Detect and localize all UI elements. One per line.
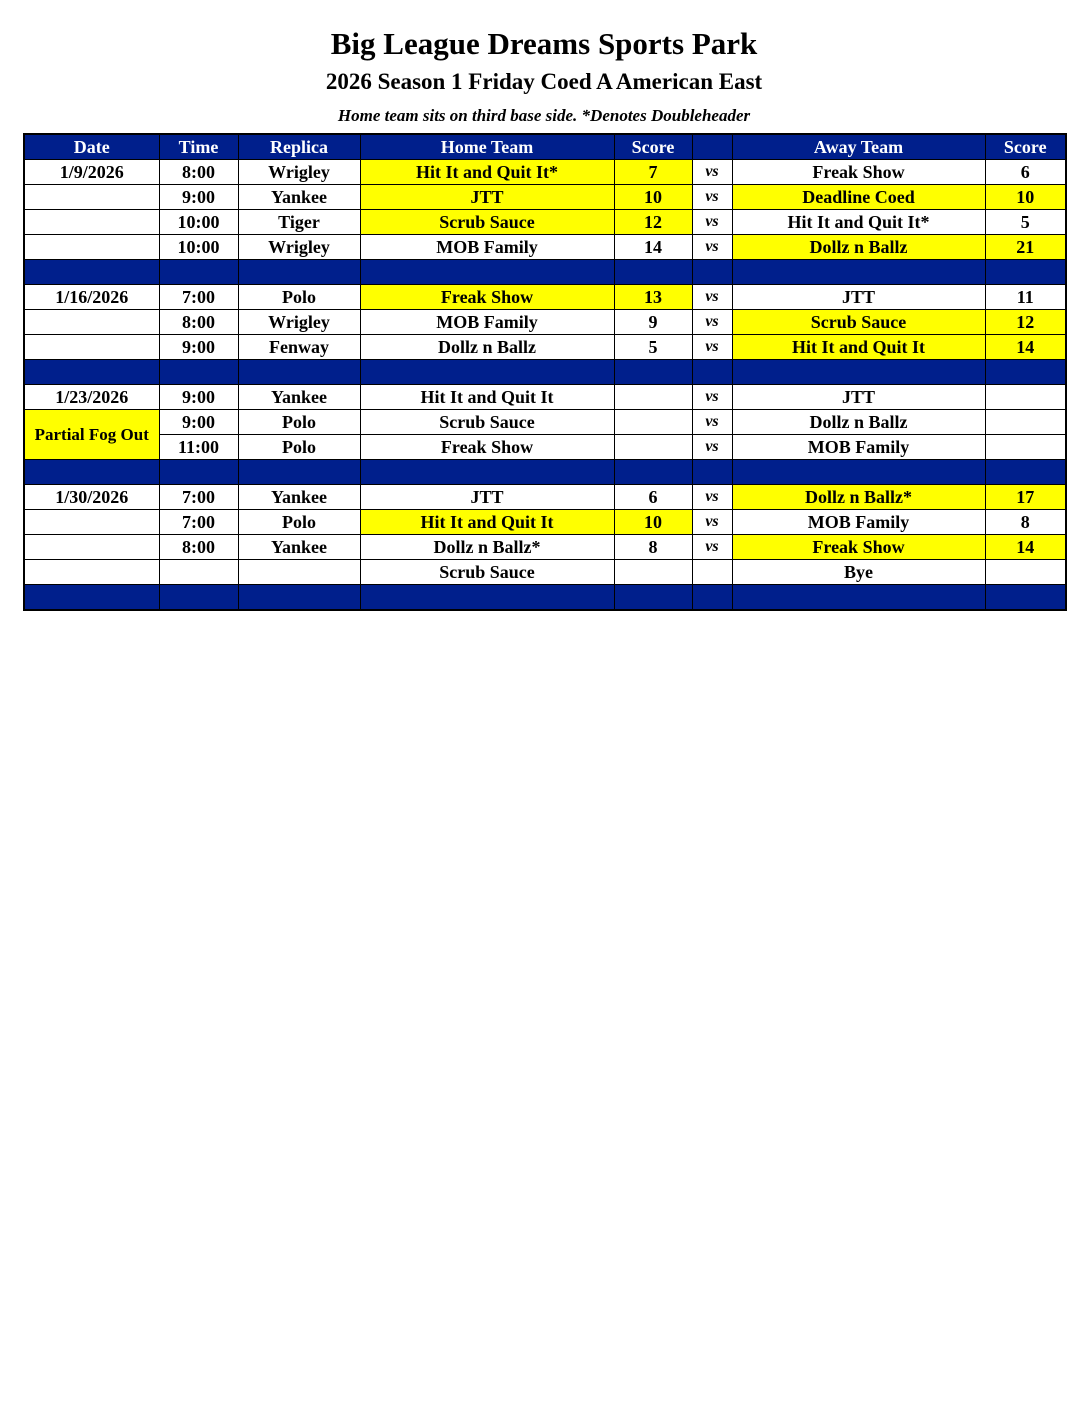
away-score-cell: 5 — [985, 210, 1066, 235]
away-team-cell: MOB Family — [732, 510, 985, 535]
vs-cell: vs — [692, 435, 732, 460]
fog-out-notice: Partial Fog Out — [24, 410, 159, 460]
away-score-cell — [985, 560, 1066, 585]
home-score-cell: 7 — [614, 160, 692, 185]
home-score-cell: 6 — [614, 485, 692, 510]
home-team-cell: Scrub Sauce — [360, 410, 614, 435]
table-row — [24, 160, 1066, 185]
date-cell — [24, 535, 159, 560]
away-team-cell: Freak Show — [732, 160, 985, 185]
date-cell — [24, 310, 159, 335]
vs-cell: vs — [692, 185, 732, 210]
time-cell: 7:00 — [159, 485, 238, 510]
away-team-cell: Dollz n Ballz — [732, 235, 985, 260]
home-score-cell: 8 — [614, 535, 692, 560]
week-separator-row — [24, 260, 1066, 285]
away-score-cell: 11 — [985, 285, 1066, 310]
away-score-cell: 21 — [985, 235, 1066, 260]
table-row — [24, 510, 1066, 535]
home-score-cell: 14 — [614, 235, 692, 260]
date-cell: 1/30/2026 — [24, 485, 159, 510]
replica-cell: Wrigley — [238, 235, 360, 260]
week-separator-row — [24, 585, 1066, 611]
home-team-cell: Dollz n Ballz — [360, 335, 614, 360]
table-row — [24, 435, 1066, 460]
home-score-cell: 5 — [614, 335, 692, 360]
replica-cell: Wrigley — [238, 160, 360, 185]
home-score-cell: 10 — [614, 510, 692, 535]
column-header-away-score: Score — [985, 134, 1066, 160]
time-cell: 9:00 — [159, 385, 238, 410]
away-score-cell — [985, 410, 1066, 435]
date-cell — [24, 235, 159, 260]
home-team-cell: MOB Family — [360, 310, 614, 335]
away-score-cell: 14 — [985, 535, 1066, 560]
date-cell — [24, 185, 159, 210]
time-cell: 10:00 — [159, 235, 238, 260]
time-cell: 7:00 — [159, 510, 238, 535]
home-team-cell: JTT — [360, 185, 614, 210]
column-header-away-team: Away Team — [732, 134, 985, 160]
time-cell: 9:00 — [159, 335, 238, 360]
replica-cell — [238, 560, 360, 585]
home-team-cell: Scrub Sauce — [360, 560, 614, 585]
away-team-cell: JTT — [732, 285, 985, 310]
away-score-cell: 12 — [985, 310, 1066, 335]
replica-cell: Yankee — [238, 485, 360, 510]
home-team-cell: Dollz n Ballz* — [360, 535, 614, 560]
replica-cell: Yankee — [238, 385, 360, 410]
time-cell: 8:00 — [159, 535, 238, 560]
week-separator-row — [24, 360, 1066, 385]
column-header-time: Time — [159, 134, 238, 160]
table-row — [24, 560, 1066, 585]
home-team-cell: MOB Family — [360, 235, 614, 260]
away-team-cell: Scrub Sauce — [732, 310, 985, 335]
replica-cell: Yankee — [238, 185, 360, 210]
table-row — [24, 185, 1066, 210]
home-score-cell — [614, 385, 692, 410]
home-score-cell: 13 — [614, 285, 692, 310]
vs-cell: vs — [692, 335, 732, 360]
home-team-cell: Hit It and Quit It* — [360, 160, 614, 185]
away-team-cell: Bye — [732, 560, 985, 585]
column-header-vs — [692, 134, 732, 160]
vs-cell: vs — [692, 410, 732, 435]
vs-cell: vs — [692, 385, 732, 410]
home-team-cell: Freak Show — [360, 285, 614, 310]
vs-cell — [692, 560, 732, 585]
replica-cell: Wrigley — [238, 310, 360, 335]
table-row — [24, 235, 1066, 260]
column-header-home-score: Score — [614, 134, 692, 160]
home-score-cell: 10 — [614, 185, 692, 210]
replica-cell: Polo — [238, 285, 360, 310]
home-team-cell: Hit It and Quit It — [360, 385, 614, 410]
table-row — [24, 335, 1066, 360]
table-row — [24, 535, 1066, 560]
vs-cell: vs — [692, 485, 732, 510]
vs-cell: vs — [692, 535, 732, 560]
away-score-cell — [985, 385, 1066, 410]
home-team-cell: Scrub Sauce — [360, 210, 614, 235]
time-cell: 9:00 — [159, 185, 238, 210]
vs-cell: vs — [692, 510, 732, 535]
home-team-cell: JTT — [360, 485, 614, 510]
table-row — [24, 285, 1066, 310]
home-score-cell: 9 — [614, 310, 692, 335]
column-header-date: Date — [24, 134, 159, 160]
home-score-cell — [614, 435, 692, 460]
date-cell — [24, 560, 159, 585]
header-row — [24, 134, 1066, 160]
table-row — [24, 410, 1066, 435]
time-cell: 8:00 — [159, 310, 238, 335]
replica-cell: Tiger — [238, 210, 360, 235]
vs-cell: vs — [692, 310, 732, 335]
away-score-cell: 8 — [985, 510, 1066, 535]
home-score-cell — [614, 410, 692, 435]
time-cell: 8:00 — [159, 160, 238, 185]
away-team-cell: Deadline Coed — [732, 185, 985, 210]
schedule-note: Home team sits on third base side. *Denotes Doubleheader — [337, 106, 751, 125]
date-cell: 1/16/2026 — [24, 285, 159, 310]
date-cell — [24, 210, 159, 235]
date-cell — [24, 335, 159, 360]
vs-cell: vs — [692, 210, 732, 235]
table-row — [24, 310, 1066, 335]
table-row — [24, 385, 1066, 410]
table-row — [24, 210, 1066, 235]
home-team-cell: Hit It and Quit It — [360, 510, 614, 535]
away-score-cell: 10 — [985, 185, 1066, 210]
replica-cell: Fenway — [238, 335, 360, 360]
column-header-replica: Replica — [238, 134, 360, 160]
away-team-cell: Hit It and Quit It — [732, 335, 985, 360]
vs-cell: vs — [692, 285, 732, 310]
time-cell: 7:00 — [159, 285, 238, 310]
replica-cell: Yankee — [238, 535, 360, 560]
week-separator-row — [24, 460, 1066, 485]
home-team-cell: Freak Show — [360, 435, 614, 460]
away-team-cell: Dollz n Ballz* — [732, 485, 985, 510]
page-title: Big League Dreams Sports Park — [330, 26, 758, 61]
away-team-cell: Freak Show — [732, 535, 985, 560]
date-cell: 1/23/2026 — [24, 385, 159, 410]
home-score-cell — [614, 560, 692, 585]
away-team-cell: Hit It and Quit It* — [732, 210, 985, 235]
time-cell: 11:00 — [159, 435, 238, 460]
column-header-home-team: Home Team — [360, 134, 614, 160]
replica-cell: Polo — [238, 410, 360, 435]
replica-cell: Polo — [238, 510, 360, 535]
schedule-table — [23, 133, 1067, 611]
table-row — [24, 485, 1066, 510]
away-score-cell: 14 — [985, 335, 1066, 360]
replica-cell: Polo — [238, 435, 360, 460]
date-cell — [24, 510, 159, 535]
away-score-cell: 17 — [985, 485, 1066, 510]
time-cell — [159, 560, 238, 585]
away-team-cell: MOB Family — [732, 435, 985, 460]
time-cell: 9:00 — [159, 410, 238, 435]
away-score-cell — [985, 435, 1066, 460]
away-team-cell: Dollz n Ballz — [732, 410, 985, 435]
time-cell: 10:00 — [159, 210, 238, 235]
date-cell: 1/9/2026 — [24, 160, 159, 185]
vs-cell: vs — [692, 160, 732, 185]
page-subtitle: 2026 Season 1 Friday Coed A American East — [325, 69, 763, 94]
home-score-cell: 12 — [614, 210, 692, 235]
away-score-cell: 6 — [985, 160, 1066, 185]
vs-cell: vs — [692, 235, 732, 260]
away-team-cell: JTT — [732, 385, 985, 410]
